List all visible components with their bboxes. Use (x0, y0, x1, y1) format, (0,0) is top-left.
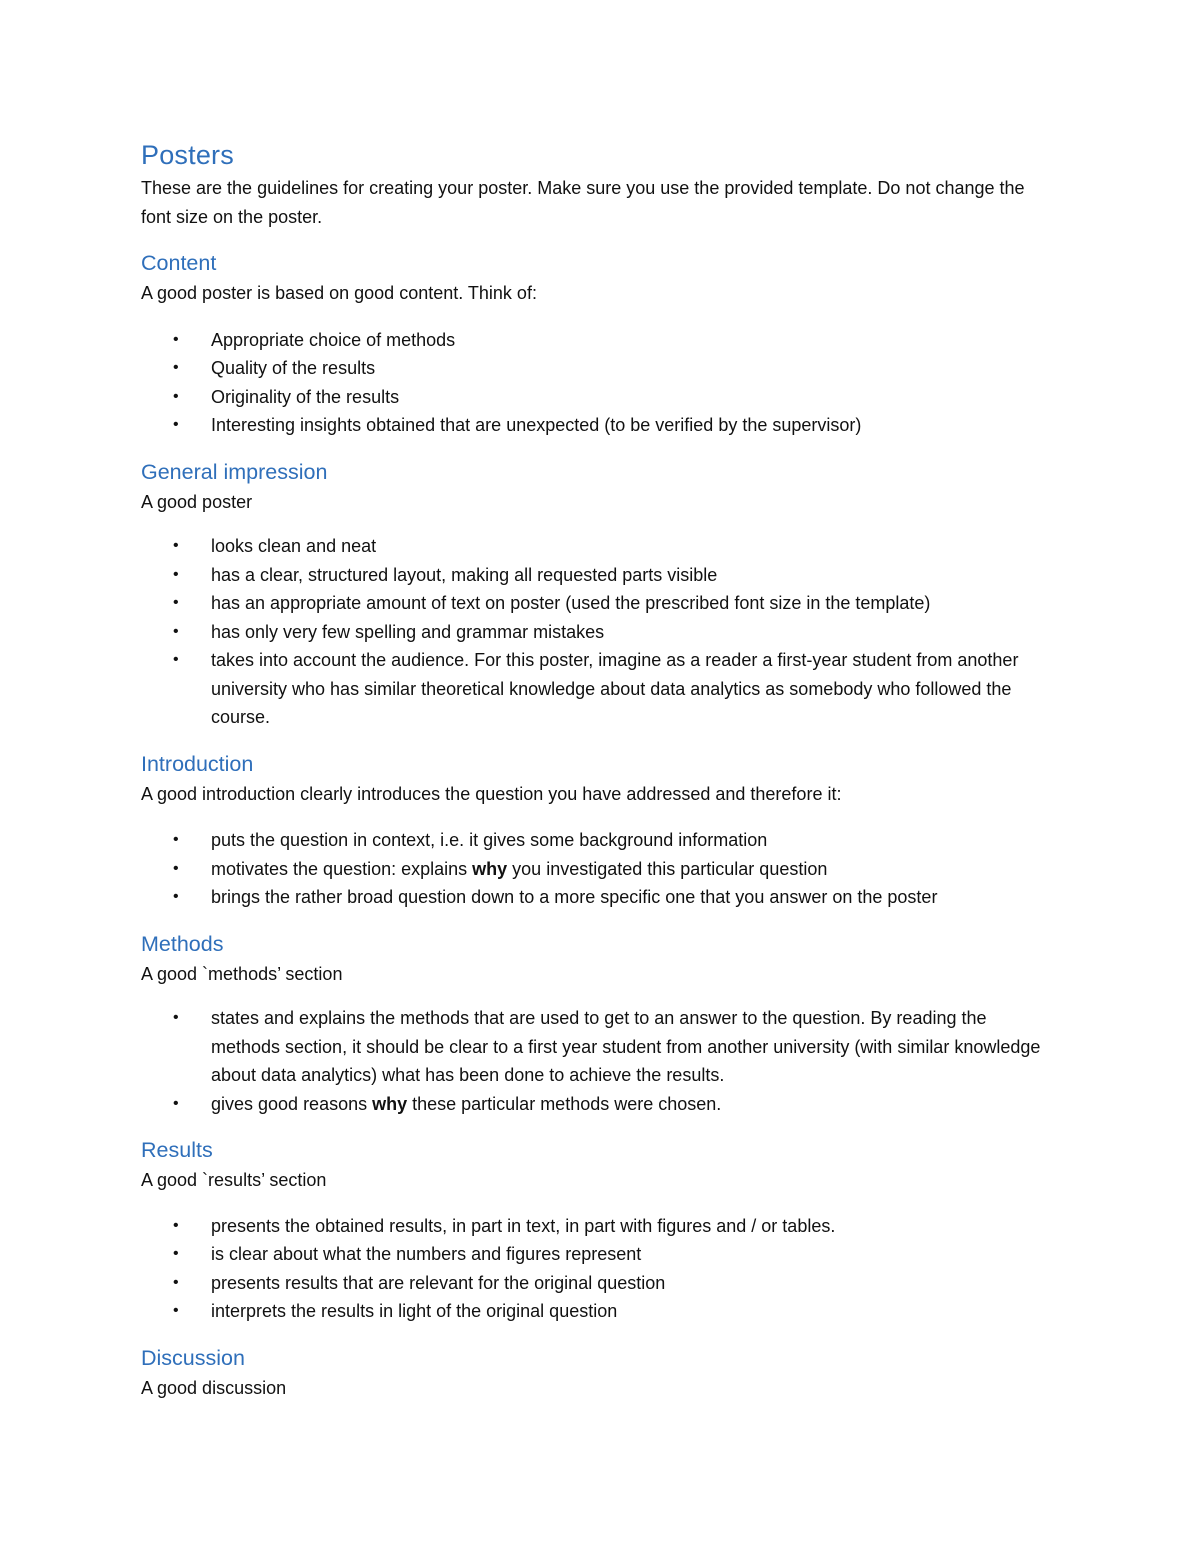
list-item: • looks clean and neat (141, 532, 1021, 561)
bullet-icon: • (173, 1216, 179, 1234)
bullet-icon: • (173, 859, 179, 877)
section-lead-discussion: A good discussion (141, 1377, 287, 1398)
bullet-icon: • (173, 888, 179, 905)
document-page (141, 138, 1041, 1402)
list-item: • states and explains the methods that are used to get to an answer to the question. By reading the methods section, it should be clear to a first year student from another university (with similar knowledge about data analytics) what has been done to achieve the results. (141, 1004, 1041, 1090)
bullet-icon: • (173, 330, 179, 348)
list-item: • Appropriate choice of methods (141, 326, 1041, 355)
section-lead-content: A good poster is based on good content. Think of: (141, 283, 537, 303)
bullet-icon: • (173, 1302, 179, 1319)
bullet-icon: • (173, 359, 179, 376)
list-item: • is clear about what the numbers and figures represent (141, 1240, 1041, 1269)
bullet-icon: • (173, 622, 179, 640)
section-heading-general-impression: General impression (141, 459, 328, 484)
list-item: • has a clear, structured layout, making all requested parts visible (141, 561, 1021, 590)
list-item: • presents the obtained results, in part in text, in part with figures and / or tables. (141, 1212, 1041, 1241)
section-heading-discussion: Discussion (141, 1345, 245, 1370)
list-item: • has only very few spelling and grammar mistakes (141, 618, 1021, 647)
list-item: • interprets the results in light of the original question (141, 1297, 1041, 1326)
list-item: • takes into account the audience. For this poster, imagine as a reader a first-year student from another university who has similar theoretical knowledge about data analytics as somebody who followed the course. (141, 646, 1021, 732)
list-item: • has an appropriate amount of text on poster (used the prescribed font size in the template) (141, 589, 1021, 618)
list-item: • brings the rather broad question down to a more specific one that you answer on the poster (141, 883, 1041, 912)
section-lead-methods: A good `methods’ section (141, 963, 343, 984)
bullet-icon: • (173, 1273, 179, 1291)
section-heading-introduction: Introduction (141, 751, 254, 776)
bullet-list-methods (141, 1004, 1041, 1118)
section-heading-methods: Methods (141, 931, 224, 956)
bullet-icon: • (173, 1094, 179, 1112)
section-heading-results: Results (141, 1138, 213, 1162)
document-title: Posters (141, 140, 234, 170)
list-item: • Interesting insights obtained that are unexpected (to be verified by the supervisor) (141, 411, 1041, 440)
bullet-list-introduction (141, 826, 1041, 912)
bullet-icon: • (173, 831, 179, 848)
bullet-icon: • (173, 416, 179, 433)
list-item: • Originality of the results (141, 383, 1041, 412)
bullet-icon: • (173, 594, 179, 611)
bullet-icon: • (173, 651, 179, 668)
list-item: • presents results that are relevant for the original question (141, 1269, 1041, 1298)
list-item: • Quality of the results (141, 354, 1041, 383)
bullet-icon: • (173, 1009, 179, 1026)
section-heading-content: Content (141, 251, 217, 275)
bullet-list-general-impression (141, 532, 1021, 732)
bullet-icon: • (173, 387, 179, 405)
list-item: • motivates the question: explains why you investigated this particular question (141, 855, 1041, 884)
bullet-list-content (141, 326, 1041, 440)
list-item: • puts the question in context, i.e. it gives some background information (141, 826, 1041, 855)
bullet-icon: • (173, 1245, 179, 1262)
intro-paragraph: These are the guidelines for creating your poster. Make sure you use the provided template. Do not change the font size on the poster. (141, 178, 1025, 227)
section-lead-results: A good `results’ section (141, 1170, 327, 1190)
bullet-icon: • (173, 565, 179, 583)
section-lead-general-impression: A good poster (141, 491, 253, 512)
list-item: • gives good reasons why these particular methods were chosen. (141, 1090, 1041, 1119)
section-lead-introduction: A good introduction clearly introduces the question you have addressed and therefore it: (141, 783, 842, 804)
bullet-icon: • (173, 537, 179, 554)
bullet-list-results (141, 1212, 1041, 1326)
